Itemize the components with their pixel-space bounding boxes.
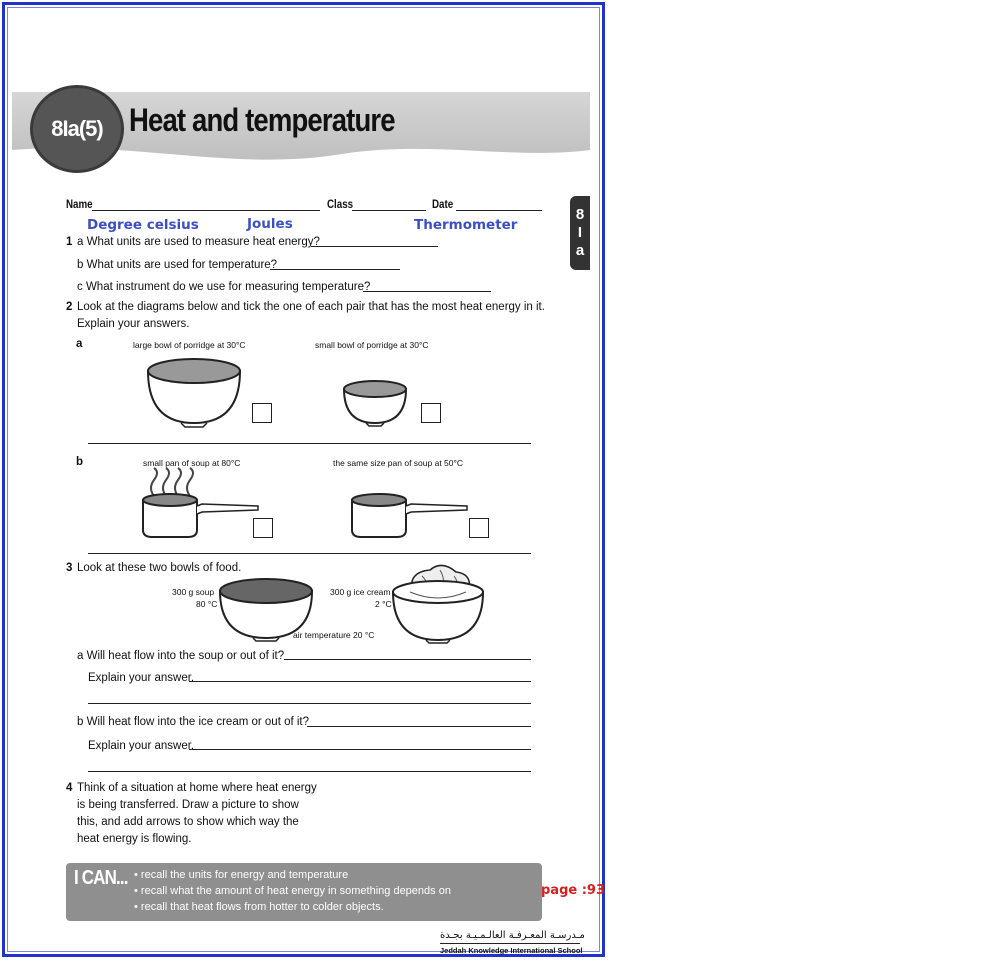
air-temperature-label: air temperature 20 °C	[293, 630, 375, 640]
footer-divider	[440, 943, 580, 944]
q1b-answer-line[interactable]	[270, 269, 400, 270]
date-field[interactable]	[456, 210, 542, 211]
side-tab	[570, 196, 590, 270]
name-label: Name	[66, 199, 93, 211]
q1a-answer-line[interactable]	[311, 246, 438, 247]
q3b-explain-line[interactable]	[189, 749, 531, 750]
soup-temp-label: 80 °C	[196, 599, 218, 609]
q1b-text: b What units are used for temperature?	[77, 259, 278, 271]
q2a-left-checkbox[interactable]	[252, 403, 272, 423]
q3b-explain-line-2[interactable]	[88, 771, 531, 772]
i-can-item: • recall what the amount of heat energy in something depends on	[134, 885, 451, 897]
class-field[interactable]	[352, 210, 426, 211]
q1-number: 1	[66, 236, 73, 248]
i-can-box	[66, 863, 542, 921]
q2-text-2: Explain your answers.	[77, 318, 190, 330]
q2a-answer-line[interactable]	[88, 443, 531, 444]
q1c-text: c What instrument do we use for measuring temperature?	[77, 281, 371, 293]
q3a-text: a Will heat flow into the soup or out of it?	[77, 650, 285, 662]
side-tab-char: a	[575, 242, 585, 259]
q3b-explain-label: Explain your answer.	[88, 740, 195, 752]
i-can-heading: I CAN...	[74, 867, 128, 889]
q4-line: this, and add arrows to show which way the	[77, 816, 299, 828]
side-tab-char: 8	[575, 206, 585, 223]
q2b-right-checkbox[interactable]	[469, 518, 489, 538]
q4-line: heat energy is flowing.	[77, 833, 192, 845]
q3b-text: b Will heat flow into the ice cream or out of it?	[77, 716, 310, 728]
q2b-label: b	[76, 456, 84, 468]
q4-number: 4	[66, 782, 73, 794]
date-label: Date	[432, 199, 454, 211]
steaming-pan-icon	[140, 468, 260, 540]
q2a-left-caption: large bowl of porridge at 30°C	[133, 340, 246, 350]
answer-1c[interactable]: Thermometer	[414, 217, 518, 233]
ice-cream-mass-label: 300 g ice cream	[330, 587, 391, 597]
q1a-text: a What units are used to measure heat energy?	[77, 236, 320, 248]
side-tab-char: I	[577, 224, 583, 241]
q2b-left-checkbox[interactable]	[253, 518, 273, 538]
q2a-right-checkbox[interactable]	[421, 403, 441, 423]
q4-line: is being transferred. Draw a picture to show	[77, 799, 299, 811]
q2b-right-caption: the same size pan of soup at 50°C	[333, 458, 464, 468]
worksheet-code-badge: 8Ia(5)	[30, 85, 124, 173]
q3a-explain-line-2[interactable]	[88, 703, 531, 704]
large-bowl-icon	[145, 355, 243, 427]
q3a-explain-label: Explain your answer.	[88, 672, 195, 684]
answer-1a[interactable]: Joules	[247, 216, 293, 232]
class-label: Class	[327, 199, 354, 211]
i-can-item: • recall that heat flows from hotter to colder objects.	[134, 901, 384, 913]
small-bowl-icon	[342, 377, 408, 427]
q3a-answer-line[interactable]	[284, 659, 531, 660]
i-can-item: • recall the units for energy and temperature	[134, 869, 349, 881]
page-title: Heat and temperature	[129, 102, 395, 138]
q2a-right-caption: small bowl of porridge at 30°C	[315, 340, 429, 350]
pan-icon	[349, 488, 469, 540]
q2-text: Look at the diagrams below and tick the one of each pair that has the most heat energy in it.	[77, 301, 545, 313]
q2-number: 2	[66, 301, 73, 313]
school-name-arabic: مـدرسـة المعـرفـة العالـمـيـة بجـدة	[440, 930, 585, 941]
ice-cream-bowl-icon	[390, 562, 486, 644]
soup-mass-label: 300 g soup	[172, 587, 215, 597]
q3b-answer-line[interactable]	[307, 726, 531, 727]
page-number: page :93	[541, 883, 606, 898]
q3a-explain-line[interactable]	[189, 681, 531, 682]
q2b-answer-line[interactable]	[88, 553, 531, 554]
q2b-left-caption: small pan of soup at 80°C	[143, 458, 241, 468]
school-name-english: Jeddah Knowledge International School	[440, 946, 583, 955]
name-field[interactable]	[92, 210, 320, 211]
q3-number: 3	[66, 562, 73, 574]
q3-text: Look at these two bowls of food.	[77, 562, 242, 574]
q1c-answer-line[interactable]	[363, 291, 491, 292]
ice-cream-temp-label: 2 °C	[375, 599, 392, 609]
q4-line: Think of a situation at home where heat energy	[77, 782, 317, 794]
answer-1b[interactable]: Degree celsius	[87, 217, 199, 233]
q2a-label: a	[76, 338, 83, 350]
